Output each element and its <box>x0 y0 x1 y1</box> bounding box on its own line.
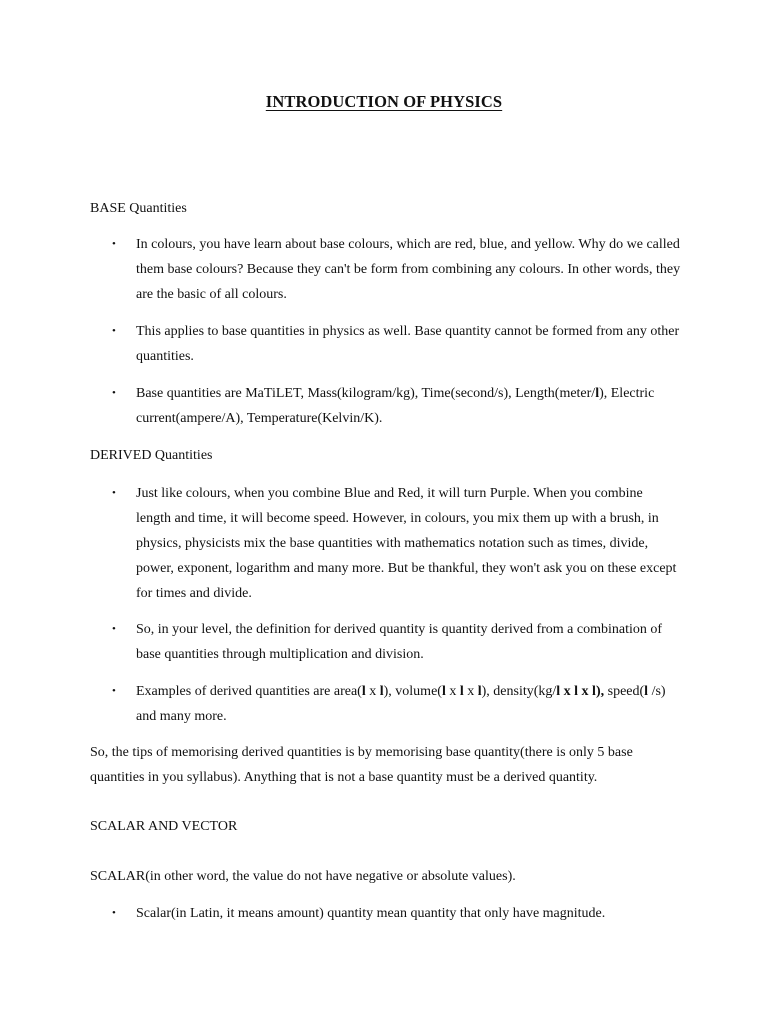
list-item-text: This applies to base quantities in physics as well. Base quantity cannot be formed from any other quantities. <box>136 324 680 364</box>
bullet-icon: • <box>112 325 116 337</box>
list-item <box>112 617 712 667</box>
list-item-text: So, in your level, the definition for derived quantity is quantity derived from a combination of base quantities through multiplication and division. <box>136 622 663 662</box>
bullet-icon: • <box>112 387 116 399</box>
tips-paragraph: So, the tips of memorising derived quantities is by memorising base quantity(there is only 5 base quantities in you syllabus). Anything that is not a base quantity must be a derived quantity. <box>90 745 633 785</box>
list-item-text: Examples of derived quantities are area(l x l), volume(l x l x l), density(kg/l x l x l), speed(l /s) and many more. <box>136 684 666 724</box>
page-title: INTRODUCTION OF PHYSICS <box>265 92 503 111</box>
list-item <box>112 381 712 431</box>
list-item <box>112 232 712 307</box>
list-item <box>112 901 712 926</box>
list-item <box>112 319 712 369</box>
bullet-icon: • <box>112 623 116 635</box>
bullet-icon: • <box>112 907 116 919</box>
section-heading-scalar-vector: SCALAR AND VECTOR <box>90 819 238 834</box>
bullet-icon: • <box>112 238 116 250</box>
bullet-icon: • <box>112 487 116 499</box>
list-item <box>112 481 712 606</box>
section-heading-base: BASE Quantities <box>90 201 187 216</box>
bullet-icon: • <box>112 685 116 697</box>
list-item-text: Base quantities are MaTiLET, Mass(kilogram/kg), Time(second/s), Length(meter/l), Electric current(ampere/A), Temperature(Kelvin/K). <box>136 386 655 426</box>
list-item-text: In colours, you have learn about base colours, which are red, blue, and yellow. Why do we called them base colours? Because they can't be form from combining any colours. In other words, they are the basic of all colours. <box>136 237 681 302</box>
list-item-text: Scalar(in Latin, it means amount) quantity mean quantity that only have magnitude. <box>136 906 606 921</box>
section-heading-derived: DERIVED Quantities <box>90 448 213 463</box>
subheading-scalar: SCALAR(in other word, the value do not have negative or absolute values). <box>90 869 516 884</box>
list-item-text: Just like colours, when you combine Blue and Red, it will turn Purple. When you combine length and time, it will become speed. However, in colours, you mix them up with a brush, in physics, physicists mix the base quantities with mathematics notation such as times, divide, power, exponent, logarithm and many more. But be thankful, they won't ask you on these except for times and divide. <box>136 486 677 601</box>
list-item <box>112 679 712 729</box>
